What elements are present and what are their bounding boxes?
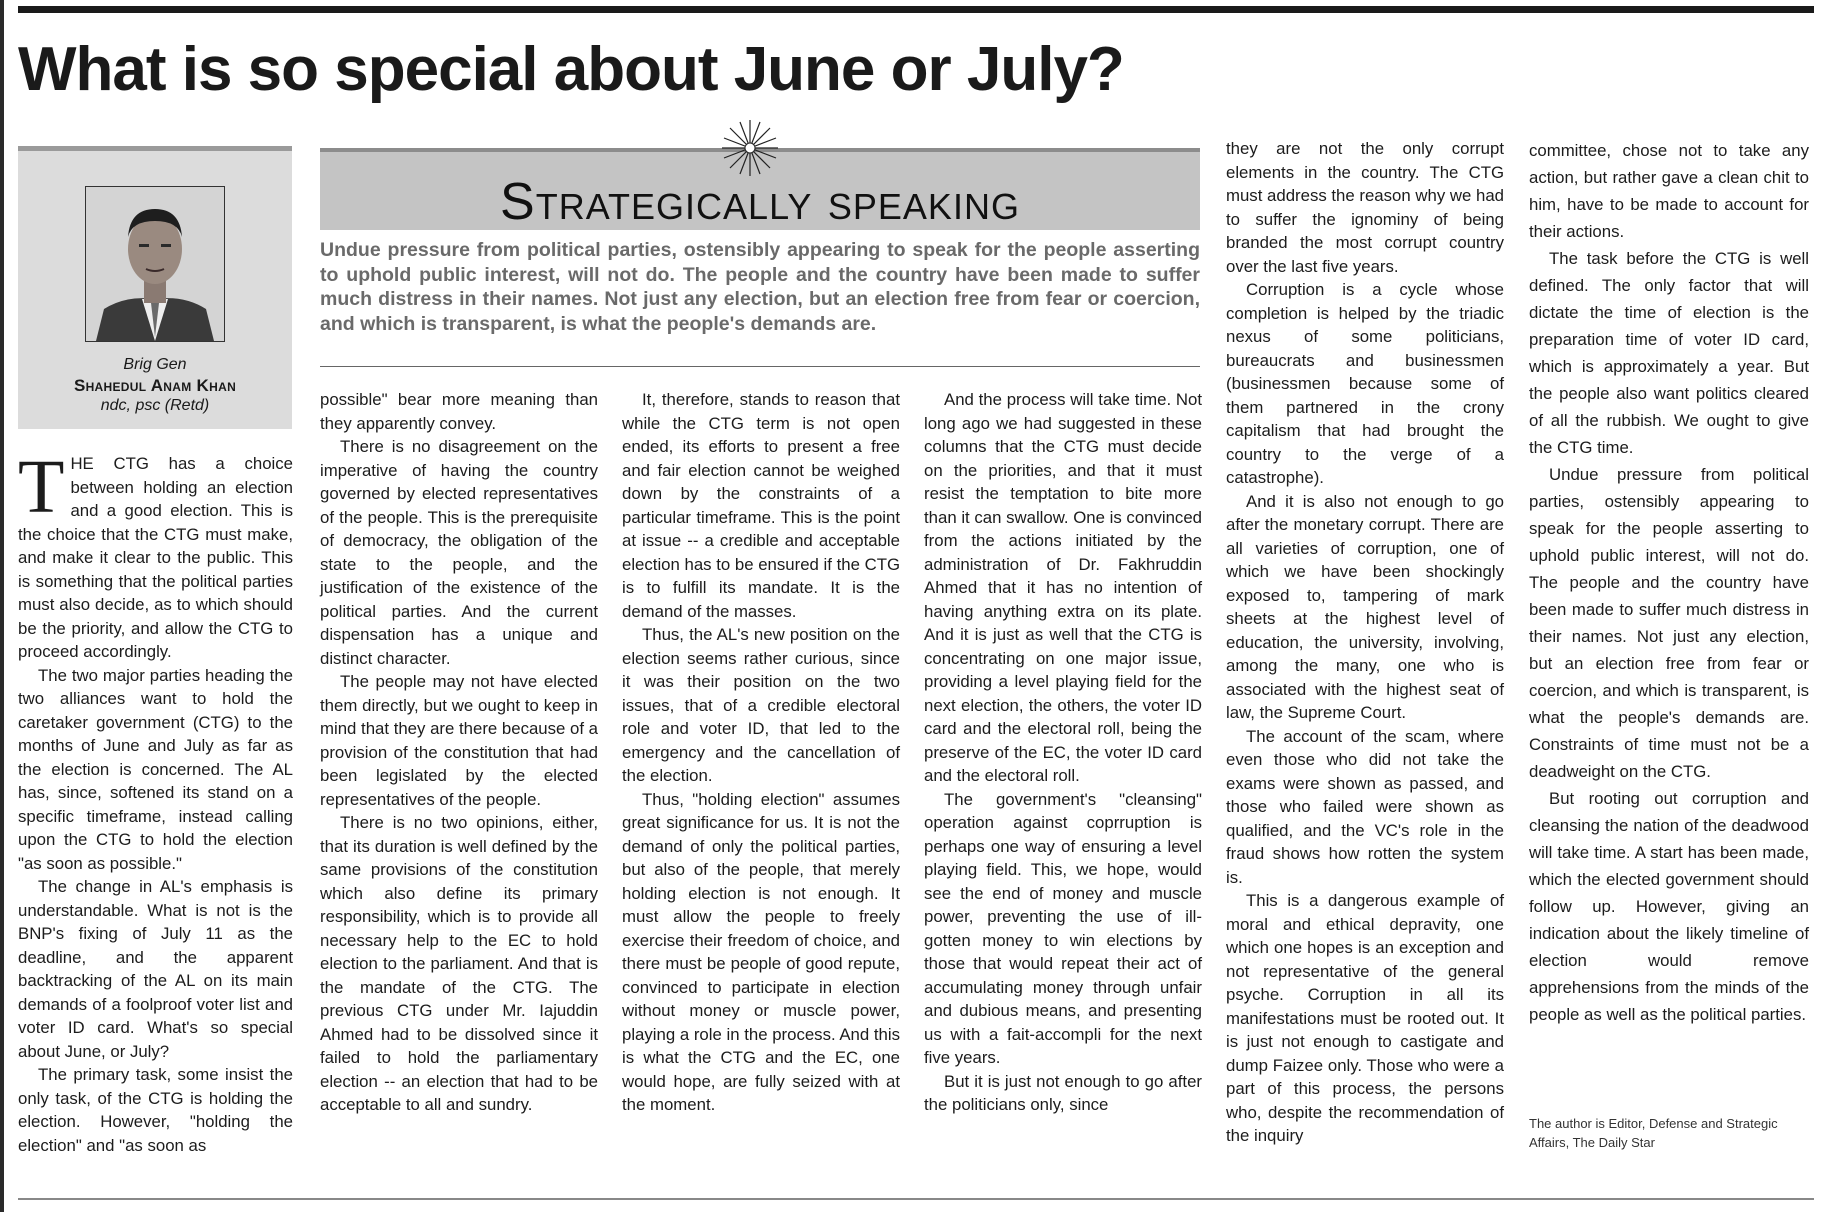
deck-summary: Undue pressure from political parties, ostensibly appearing to speak for the people asserting to uphold public interest, will not do. The people and the country have been made to suffer much distress in their names. Not just any election, but an election free from fear or coercion, and which is transparent, is what the people's demands are. — [320, 239, 1200, 335]
star-burst-icon — [720, 118, 780, 178]
author-name: Shahedul Anam Khan — [73, 376, 237, 395]
author-box — [18, 146, 292, 429]
body-paragraph: Undue pressure from political parties, ostensibly appearing to speak for the people asserting to uphold public interest, will not do. The people and the country have been made to suffer much distress in their names. Not just any election, but an election free from fear or coercion, and which is transparent, is what the people's demands are. Constraints of time must not be a deadweight on the CTG. — [1529, 465, 1809, 781]
body-paragraph: THE CTG has a choice between holding an election and a good election. This is the choice that the CTG must make, and make it clear to the public. This is something that the political parties must also decide, as to which should be the priority, and allow the CTG to proceed accordingly. — [18, 445, 293, 661]
body-paragraph: But it is just not enough to go after the politicians only, since — [924, 1071, 1202, 1114]
author-rank: Brig Gen — [123, 356, 187, 373]
body-paragraph: The people may not have elected them directly, but we ought to keep in mind that they are there because of a provision of the constitution that had been legislated by the elected representatives of the people. — [320, 672, 598, 809]
body-paragraph: The primary task, some insist the only task, of the CTG is holding the election. However, "holding the election" and "as soon as — [18, 1065, 293, 1155]
body-paragraph: Thus, "holding election" assumes great significance for us. It is not the demand of only the political parties, but also of the people, that merely holding election is not enough. It must allow the people to freely exercise their freedom of choice, and there must be people of good repute, convinced to participate in election without money or muscle power, playing a role in the process. And this is what the CTG and the EC, one would hope, are fully seized with at the moment. — [622, 789, 900, 1114]
body-paragraph: The change in AL's emphasis is understandable. What is not is the BNP's fixing of July 11 as the deadline, and the apparent backtracking of the AL on its main demands of a foolproof voter list and voter ID card. What's so special about June, or July? — [18, 877, 293, 1061]
body-column-6 — [1529, 137, 1809, 1028]
body-column-3 — [622, 388, 900, 1117]
body-paragraph: committee, chose not to take any action, but rather gave a clean chit to him, have to be made to account for their actions. — [1529, 141, 1809, 241]
body-column-5 — [1226, 137, 1504, 1148]
body-paragraph: The government's "cleansing" operation against coprruption is perhaps one way of ensuring a level playing field. This, we hope, would see the end of money and muscle power, preventing the use of ill-gotten money to win elections by those that would repeat their act of accumulating money through unfair and dubious means, and presenting us with a fait-accompli for the next five years. — [924, 789, 1202, 1067]
author-credentials: ndc, psc (Retd) — [100, 397, 210, 414]
headline: What is so special about June or July? — [18, 35, 1124, 104]
body-paragraph: possible" bear more meaning than they apparently convey. — [320, 390, 598, 433]
body-paragraph: The two major parties heading the two alliances want to hold the caretaker government (CTG) to the months of June and July as far as the election is concerned. The AL has, since, softened its stand on a specific timeframe, instead calling upon the CTG to hold the election "as soon as possible." — [18, 665, 293, 873]
body-paragraph: But rooting out corruption and cleansing the nation of the deadwood will take time. A start has been made, which the elected government should follow up. However, giving an indication about the likely timeline of election would remove apprehensions from the minds of the people as well as the political parties. — [1529, 789, 1809, 1024]
author-bio: The author is Editor, Defense and Strategic Affairs, The Daily Star — [1529, 1116, 1778, 1150]
author-photo — [85, 186, 225, 342]
body-paragraph: And the process will take time. Not long ago we had suggested in these columns that the CTG must decide on the priorities, and that it must resist the temptation to bite more than it can swallow. One is convinced from the actions initiated by the administration of Dr. Fakhruddin Ahmed that it has no intention of having anything extra on its plate. And it is just as well that the CTG is concentrating on one major issue, providing a level playing field for the next election, the others, the voter ID card and the electoral roll, being the preserve of the EC, the voter ID card and the electoral roll. — [924, 390, 1202, 785]
body-paragraph: Thus, the AL's new position on the election seems rather curious, since it was their position on the two issues, that of a credible electoral role and voter ID, that led to the emergency and the cancellation of the election. — [622, 625, 900, 785]
body-paragraph: There is no two opinions, either, that its duration is well defined by the same provisions of the constitution which also define its primary responsibility, which is to provide all necessary help to the EC to hold election to the parliament. And that is the mandate of the CTG. The previous CTG under Mr. Iajuddin Ahmed had to be dissolved since it failed to hold the parliamentary election -- an election that had to be acceptable to all and sundry. — [320, 813, 598, 1114]
body-column-4 — [924, 388, 1202, 1117]
body-paragraph: The account of the scam, where even those who did not take the exams were shown as passed, and those who failed were shown as qualified, and the VC's role in the fraud shows how rotten the system is. — [1226, 726, 1504, 887]
bottom-rule — [18, 1198, 1814, 1200]
body-paragraph: This is a dangerous example of moral and ethical depravity, one which one hopes is an exception and not representative of the general psyche. Corruption in all its manifestations must be rooted out. It is just not enough to castigate and dump Faizee only. Those who were a part of this process, the persons who, despite the recommendation of the inquiry — [1226, 891, 1504, 1145]
body-paragraph: It, therefore, stands to reason that while the CTG term is not open ended, its efforts to present a free and fair election cannot be weighed down by the constraints of a particular timeframe. This is the point at issue -- a credible and acceptable election has to be ensured if the CTG is to fulfill its mandate. It is the demand of the masses. — [622, 390, 900, 621]
portrait-image — [86, 187, 224, 341]
body-paragraph: they are not the only corrupt elements in the country. The CTG must address the reason why we had to suffer the ignominy of being branded the most corrupt country over the last five years. — [1226, 139, 1504, 276]
body-paragraph: And it is also not enough to go after the monetary corrupt. There are all varieties of corruption, one of which we have been shockingly exposed to, tampering of mark sheets at the highest level of education, the university, involving, among the many, one who is associated with the highest seat of law, the Supreme Court. — [1226, 491, 1504, 722]
drop-cap: T — [18, 445, 65, 529]
deck-rule — [320, 366, 1200, 367]
page-left-border — [0, 0, 4, 1212]
body-paragraph: There is no disagreement on the imperative of having the country governed by elected representatives of the people. This is the prerequisite of democracy, the obligation of the state to the people, and the justification of the existence of the political parties. And the current dispensation has a unique and distinct character. — [320, 437, 598, 668]
body-column-1 — [18, 445, 293, 1157]
body-paragraph: The task before the CTG is well defined. The only factor that will dictate the time of election is the preparation time of voter ID card, which is approximately a year. But the people also want politics cleared of all the rubbish. We ought to give the CTG time. — [1529, 249, 1809, 457]
body-column-2 — [320, 388, 598, 1117]
body-paragraph: Corruption is a cycle whose completion is helped by the triadic nexus of some politicians, bureaucrats and businessmen (businessmen because some of them partnered in the crony capitalism that had brought the country to the verge of a catastrophe). — [1226, 280, 1504, 487]
column-name: Strategically speaking — [500, 173, 1020, 231]
top-rule — [18, 6, 1814, 13]
